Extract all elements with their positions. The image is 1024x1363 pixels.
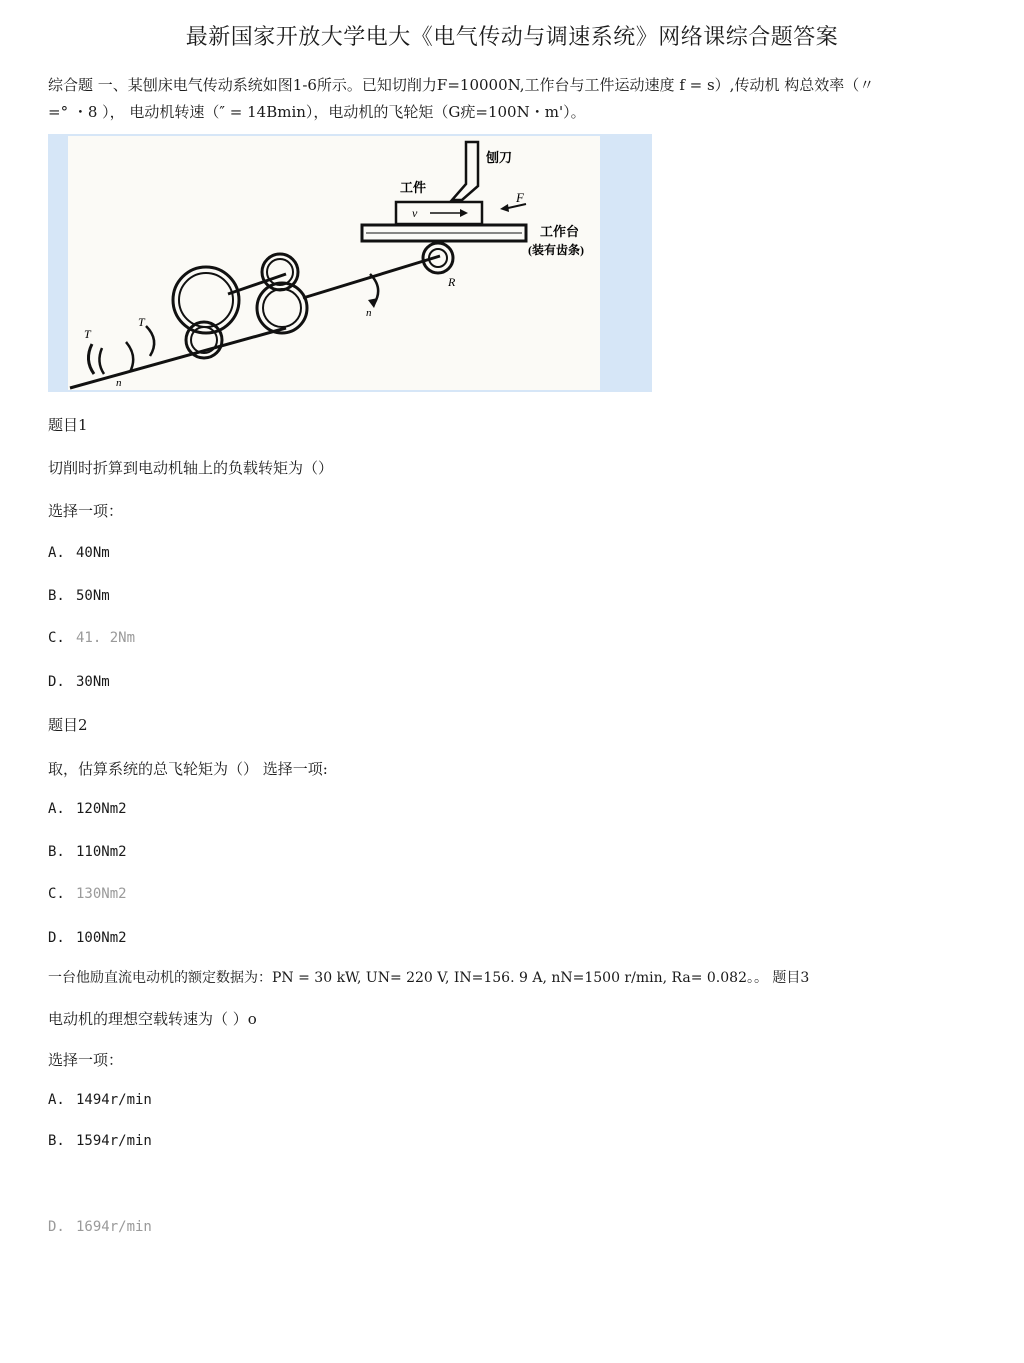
label-R: R <box>448 275 456 289</box>
label-n: n <box>116 377 122 389</box>
q1-prompt: 选择一项： <box>48 502 124 520</box>
intro-line-1: 综合题 一、某刨床电气传动系统如图1-6所示。已知切削力F=10000N,工作台与工件运动速度 f = s）,传动机 构总效率（〃 <box>48 76 875 94</box>
label-T: T <box>84 327 91 341</box>
q1-option-b[interactable]: B. 50Nm <box>48 588 110 604</box>
q2-stem: 取，估算系统的总飞轮矩为（） 选择一项: <box>48 760 328 778</box>
q1-option-a[interactable]: A. 40Nm <box>48 545 110 561</box>
q1-option-d[interactable]: D. 30Nm <box>48 674 110 690</box>
q3-option-d[interactable]: D. 1694r/min <box>48 1219 152 1235</box>
label-v: v <box>412 206 418 220</box>
q2-option-c[interactable]: C. 130Nm2 <box>48 886 127 902</box>
q2-heading: 题目2 <box>48 716 88 734</box>
planer-drive-diagram <box>48 134 652 392</box>
q1-option-c[interactable]: C. 41. 2Nm <box>48 630 136 646</box>
label-nL: n <box>366 307 372 319</box>
figure-paper <box>68 136 600 390</box>
planer-drive-figure <box>48 134 652 392</box>
page-title: 最新国家开放大学电大《电气传动与调速系统》网络课综合题答案 <box>185 25 839 50</box>
motor-rated-data: 一台他励直流电动机的额定数据为：PN = 30 kW, UN= 220 V, IN=156. 9 A, nN=1500 r/min, Ra= 0.082。。 题目3 <box>48 970 810 986</box>
q3-stem: 电动机的理想空载转速为（ ）o <box>48 1010 257 1028</box>
q3-prompt: 选择一项： <box>48 1051 124 1069</box>
q1-stem: 切削时折算到电动机轴上的负载转矩为（） <box>48 459 334 477</box>
intro-line-2: =° ・8 ）， 电动机转速（″ = 14Bmin），电动机的飞轮矩（G疣=100N・m'）。 <box>48 103 586 121</box>
q2-option-b[interactable]: B. 110Nm2 <box>48 844 127 860</box>
q3-option-a[interactable]: A. 1494r/min <box>48 1092 152 1108</box>
q2-option-d[interactable]: D. 100Nm2 <box>48 930 127 946</box>
problem-intro <box>48 72 978 126</box>
q2-option-a[interactable]: A. 120Nm2 <box>48 801 127 817</box>
label-TL: T <box>138 315 145 329</box>
q3-option-b[interactable]: B. 1594r/min <box>48 1133 152 1149</box>
label-workpiece: 工件 <box>400 180 427 195</box>
label-tool: 刨刀 <box>486 150 513 165</box>
label-rack: (装有齿条) <box>528 243 584 257</box>
label-table: 工作台 <box>540 224 580 239</box>
label-F: F <box>516 190 524 205</box>
q1-heading: 题目1 <box>48 416 88 434</box>
